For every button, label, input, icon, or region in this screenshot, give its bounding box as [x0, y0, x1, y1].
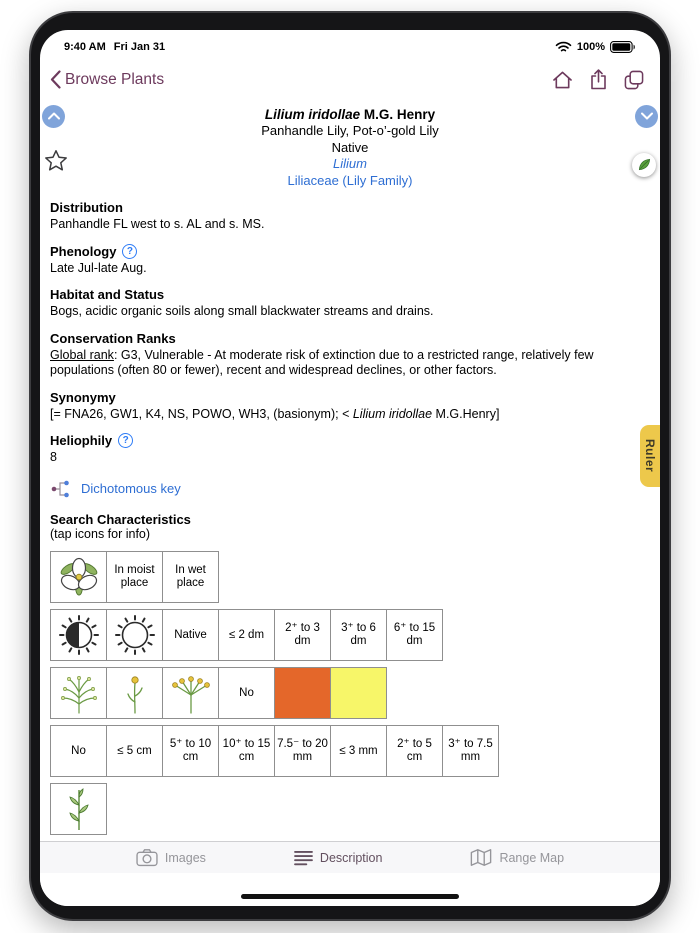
heliophily-value: 8: [50, 450, 57, 465]
global-rank-label: Global rank: [50, 347, 114, 362]
tab-description-label: Description: [319, 850, 383, 865]
wifi-icon: [555, 41, 572, 53]
search-characteristics-title: Search Characteristics: [50, 511, 191, 527]
synonymy-suffix: M.G.Henry]: [432, 406, 500, 421]
synonymy-species: Lilium iridollae: [352, 406, 433, 421]
favorite-star-icon[interactable]: [44, 149, 68, 172]
panicle-inflorescence-cell[interactable]: [50, 667, 107, 719]
characteristics-grid: [50, 551, 650, 835]
characteristics-row-1: [50, 551, 650, 603]
umbel-plant-icon: [168, 672, 214, 714]
heliophily-title-row: [50, 433, 650, 448]
global-rank-text: : G3, Vulnerable - At moderate risk of extinction due to a restricted range, relatively few populations (often 80 or fewer), recent and widespread declines, or other factors.: [50, 347, 594, 378]
size-10-15cm-cell[interactable]: 10⁺ to 15 cm: [218, 725, 275, 777]
characteristics-row-5: [50, 783, 650, 835]
synonymy-title: Synonymy: [50, 389, 116, 405]
tab-range-map-label: Range Map: [499, 850, 565, 865]
size-le-5cm-cell[interactable]: ≤ 5 cm: [106, 725, 163, 777]
single-flower-cell[interactable]: [106, 667, 163, 719]
description-lines-icon: [294, 850, 313, 866]
next-plant-button[interactable]: [635, 105, 658, 128]
plant-header: [50, 107, 650, 190]
camera-icon: [136, 848, 158, 867]
umbel-inflorescence-cell[interactable]: [162, 667, 219, 719]
conservation-title: Conservation Ranks: [50, 330, 176, 346]
authority: M.G. Henry: [360, 106, 436, 122]
tab-images-label: Images: [164, 850, 206, 865]
size-3-7-5mm-cell[interactable]: 3⁺ to 7.5 mm: [442, 725, 499, 777]
single-flower-plant-icon: [115, 672, 155, 714]
heliophily-title: Heliophily: [50, 433, 113, 449]
chevron-down-icon: [641, 112, 653, 120]
chevron-up-icon: [48, 112, 60, 120]
height-6-15dm-cell[interactable]: 6⁺ to 15 dm: [386, 609, 443, 661]
status-right: [555, 41, 636, 53]
battery-icon: [610, 41, 636, 53]
native-status: Native: [331, 139, 369, 155]
status-bar: [40, 30, 660, 57]
sun-open-icon: [115, 615, 155, 655]
synonymy-text: [50, 407, 646, 423]
distribution-text: Panhandle FL west to s. AL and s. MS.: [50, 217, 265, 232]
tab-range-map[interactable]: [470, 848, 564, 867]
size-5-10cm-cell[interactable]: 5⁺ to 10 cm: [162, 725, 219, 777]
content: [40, 103, 660, 842]
phenology-help-icon[interactable]: ?: [122, 244, 137, 259]
row4-no-cell[interactable]: No: [50, 725, 107, 777]
leaf-icon: [637, 157, 652, 172]
home-icon[interactable]: [552, 70, 573, 90]
wet-place-cell[interactable]: In wet place: [162, 551, 219, 603]
map-icon: [470, 848, 492, 867]
share-icon[interactable]: [590, 69, 607, 90]
nav-actions: [552, 69, 644, 90]
home-indicator[interactable]: [241, 894, 459, 899]
family-link[interactable]: Liliaceae (Lily Family): [287, 172, 413, 188]
habitat-title: Habitat and Status: [50, 287, 165, 303]
back-button[interactable]: [50, 70, 164, 89]
back-label: Browse Plants: [65, 70, 165, 88]
ruler-tab[interactable]: [640, 425, 660, 487]
dichotomous-key-link[interactable]: Dichotomous key: [81, 481, 181, 497]
common-names: Panhandle Lily, Pot-o’-gold Lily: [261, 123, 439, 139]
copy-pages-icon[interactable]: [624, 70, 644, 90]
flower-shape-cell[interactable]: [50, 551, 107, 603]
size-le-3mm-cell[interactable]: ≤ 3 mm: [330, 725, 387, 777]
height-le-2dm-cell[interactable]: ≤ 2 dm: [218, 609, 275, 661]
ipad-frame: [29, 11, 671, 921]
screen: [40, 30, 660, 906]
flower-color-orange-cell[interactable]: [274, 667, 331, 719]
status-time: 9:40 AM: [64, 40, 106, 53]
size-2-5cm-cell[interactable]: 2⁺ to 5 cm: [386, 725, 443, 777]
part-shade-cell[interactable]: [50, 609, 107, 661]
flower-color-yellow-cell[interactable]: [330, 667, 387, 719]
phenology-title-row: [50, 244, 650, 259]
tab-images[interactable]: [136, 848, 206, 867]
bottom-tab-bar: [40, 841, 660, 873]
tab-description[interactable]: [294, 850, 383, 866]
conservation-text: [50, 348, 646, 379]
characteristics-row-3: [50, 667, 650, 719]
row3-no-cell[interactable]: No: [218, 667, 275, 719]
scientific-name-line: [50, 107, 650, 124]
sun-half-shade-icon: [59, 615, 99, 655]
panicle-plant-icon: [56, 672, 102, 714]
characteristics-row-2: [50, 609, 650, 661]
habitat-text: Bogs, acidic organic soils along small blackwater streams and drains.: [50, 304, 434, 319]
height-3-6dm-cell[interactable]: 3⁺ to 6 dm: [330, 609, 387, 661]
dichotomous-key-row: [50, 479, 650, 499]
characteristics-row-4: [50, 725, 650, 777]
nav-bar: [40, 57, 660, 103]
moist-place-cell[interactable]: In moist place: [106, 551, 163, 603]
battery-percent: 100%: [576, 40, 605, 53]
phenology-title: Phenology: [50, 243, 117, 259]
native-cell[interactable]: Native: [162, 609, 219, 661]
scientific-name: Lilium iridollae: [264, 106, 361, 122]
previous-plant-button[interactable]: [42, 105, 65, 128]
status-left: [64, 41, 165, 53]
status-date: Fri Jan 31: [113, 40, 166, 53]
dichotomous-key-icon[interactable]: [50, 479, 72, 499]
leaf-arrangement-cell[interactable]: [50, 783, 107, 835]
native-plant-badge[interactable]: [632, 153, 656, 177]
ruler-tab-label: Ruler: [643, 439, 657, 473]
phenology-text: Late Jul-late Aug.: [50, 260, 147, 275]
height-2-3dm-cell[interactable]: 2⁺ to 3 dm: [274, 609, 331, 661]
chevron-left-icon: [50, 70, 61, 89]
search-characteristics-subtitle: (tap icons for info): [50, 526, 151, 541]
distribution-title: Distribution: [50, 200, 123, 216]
synonymy-prefix: [= FNA26, GW1, K4, NS, POWO, WH3, (basionym); <: [50, 406, 353, 421]
full-sun-cell[interactable]: [106, 609, 163, 661]
heliophily-help-icon[interactable]: ?: [118, 433, 133, 448]
genus-link[interactable]: Lilium: [333, 156, 367, 172]
home-area: [40, 873, 660, 906]
alternate-leaves-plant-icon: [61, 787, 97, 831]
trillium-flower-icon: [56, 556, 102, 598]
size-7-5-20mm-cell[interactable]: 7.5⁻ to 20 mm: [274, 725, 331, 777]
